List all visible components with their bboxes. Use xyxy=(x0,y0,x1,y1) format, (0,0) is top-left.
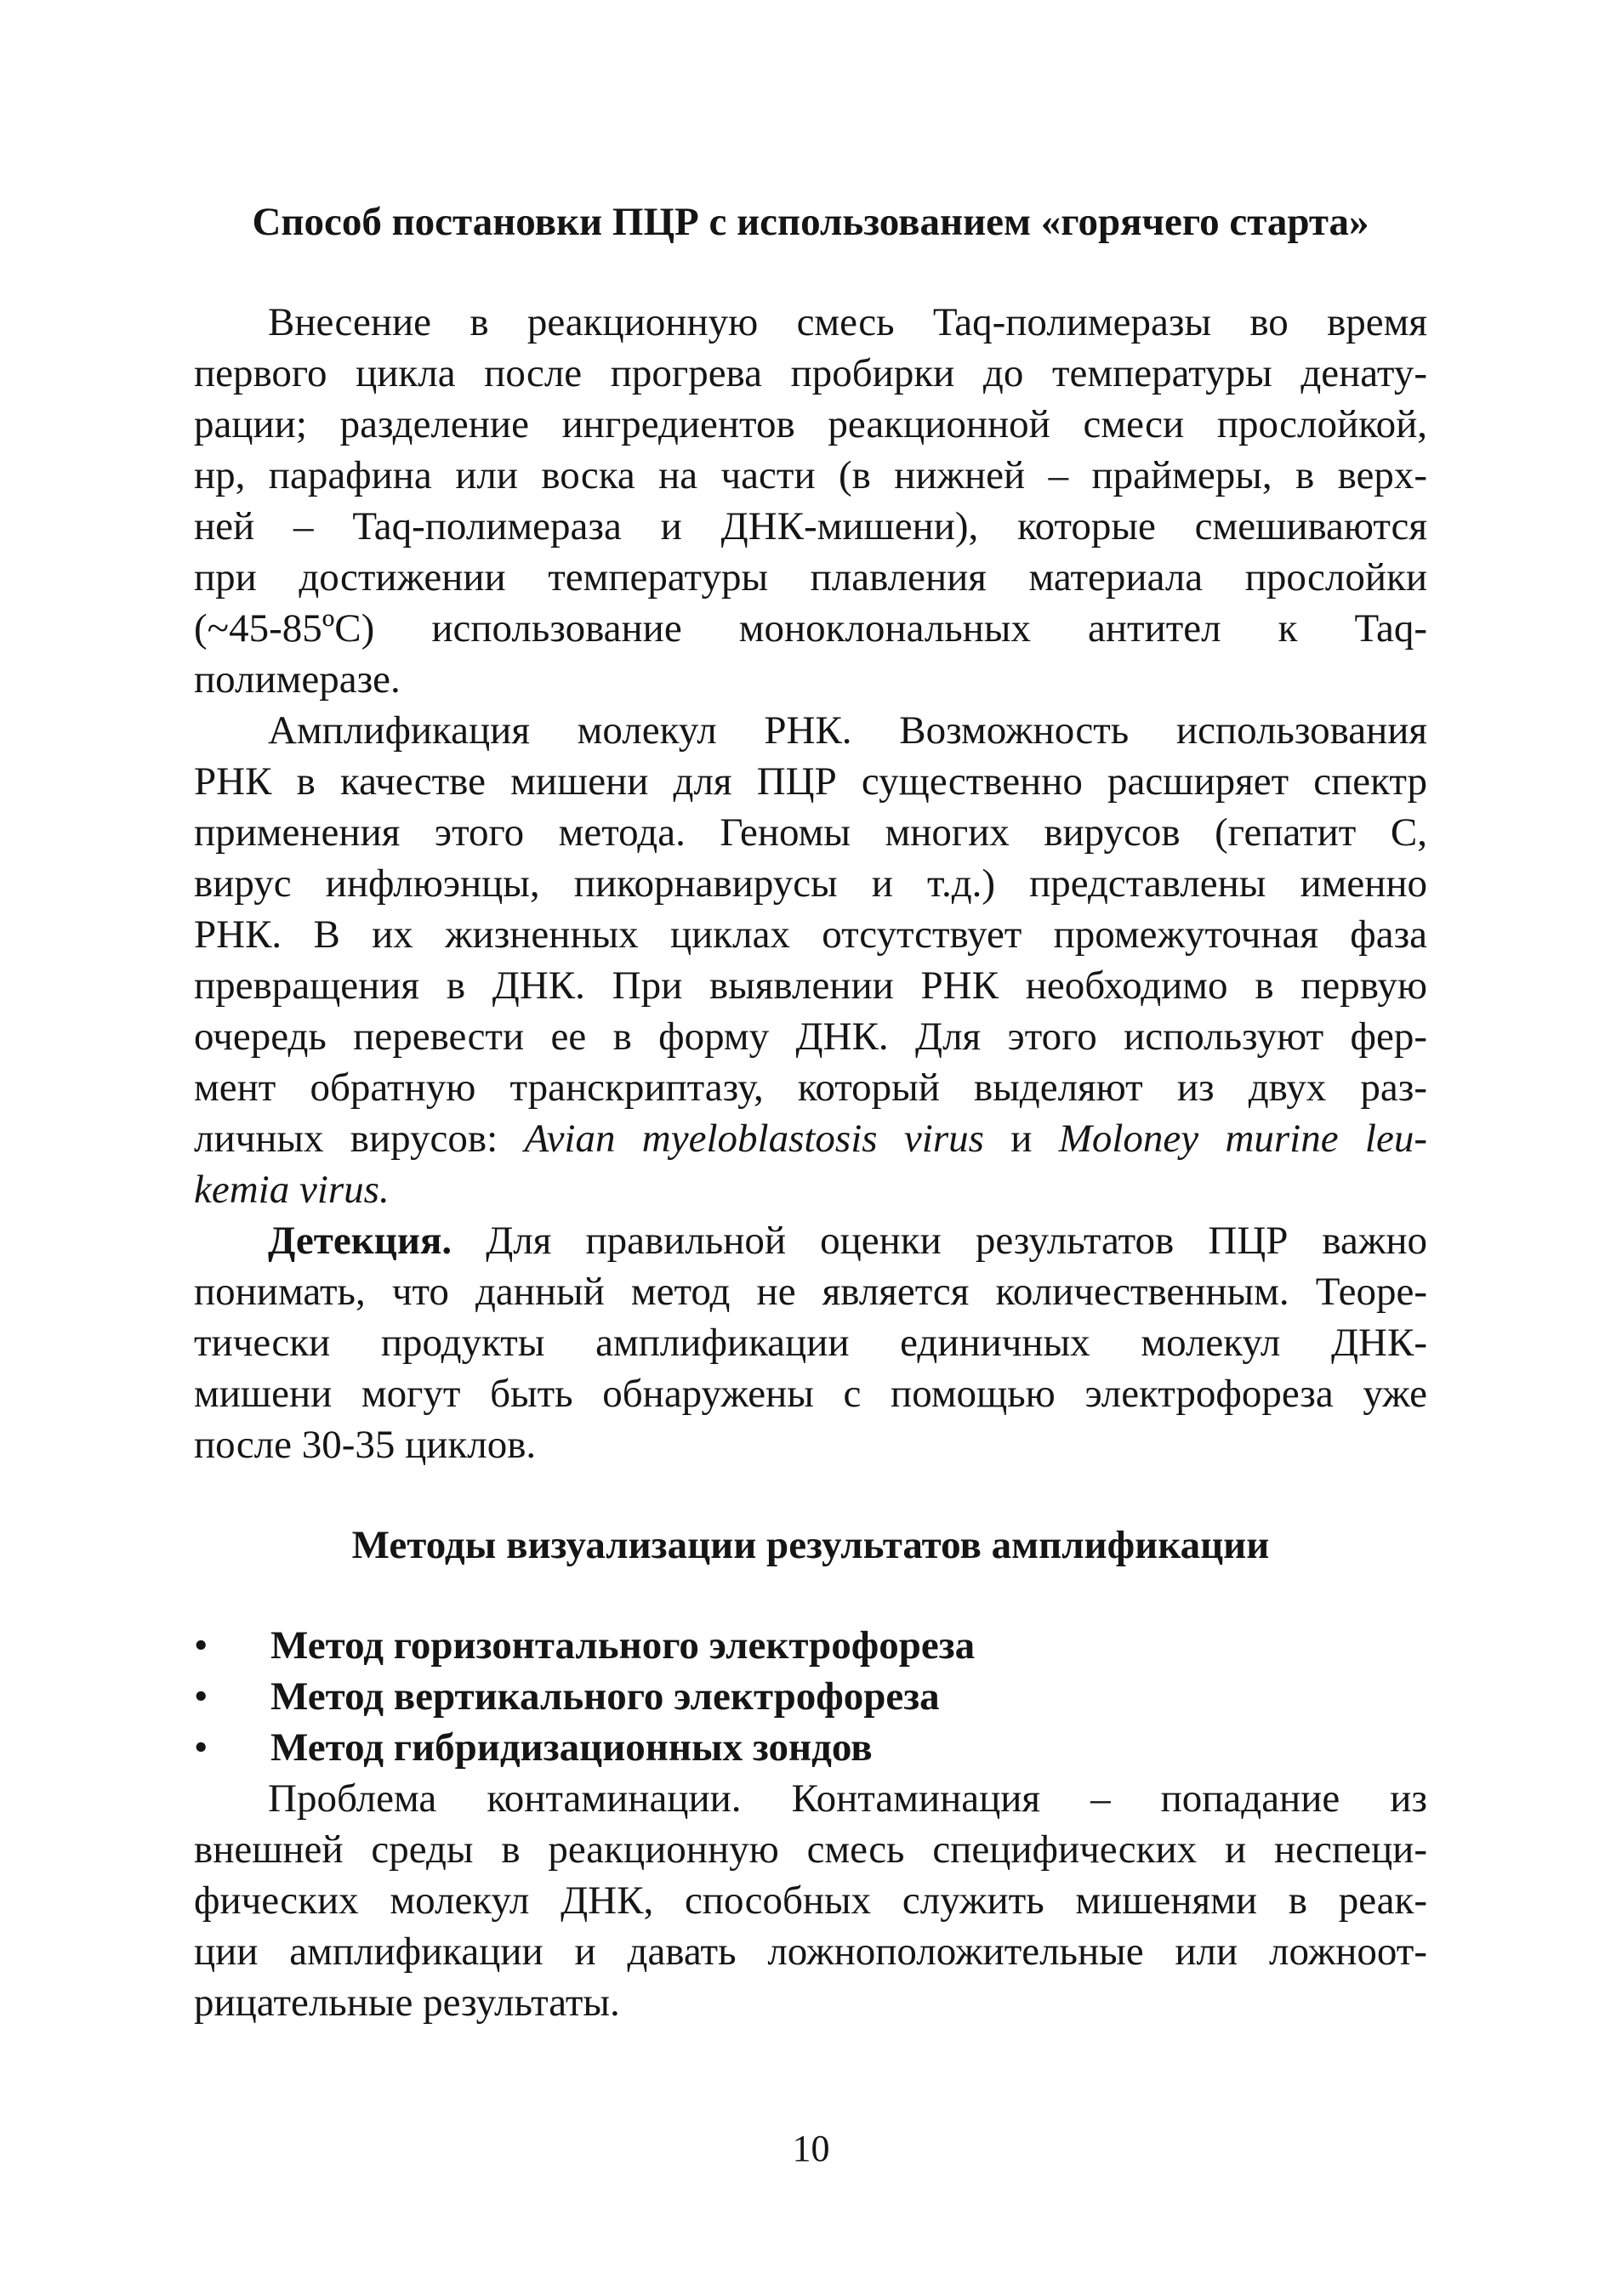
paragraph-line: фических молекул ДНК, способных служить мишенями в реак- xyxy=(194,1878,1427,1923)
detection-term: Детекция. xyxy=(268,1219,452,1263)
paragraph-line: Внесение в реакционную смесь Taq-полимеразы во время xyxy=(268,300,1427,344)
paragraph-text: Для правильной оценки результатов ПЦР важно xyxy=(452,1219,1427,1263)
bullet-icon: • xyxy=(194,1674,208,1719)
paragraph-line: Проблема контаминации. Контаминация – попадание из xyxy=(268,1776,1427,1821)
paragraph-line: мишени могут быть обнаружены с помощью электрофореза уже xyxy=(194,1372,1427,1416)
paragraph-line: ции амплификации и давать ложноположительные или ложноот- xyxy=(194,1929,1427,1974)
paragraph-line: вирус инфлюэнцы, пикорнавирусы и т.д.) представлены именно xyxy=(194,861,1427,906)
paragraph-line: мент обратную транскриптазу, который выделяют из двух раз- xyxy=(194,1066,1427,1110)
page-number: 10 xyxy=(792,2128,830,2169)
paragraph-line xyxy=(268,1216,1427,1265)
paragraph-line: первого цикла после прогрева пробирки до температуры денату- xyxy=(194,351,1427,395)
paragraph-line: нр, парафина или воска на части (в нижней – праймеры, в верх- xyxy=(194,453,1427,497)
paragraph-line: понимать, что данный метод не является количественным. Теоре- xyxy=(194,1270,1427,1314)
paragraph-line: рицательные результаты. xyxy=(194,1981,620,2025)
section-heading-visualization: Методы визуализации результатов амплификации xyxy=(351,1523,1270,1567)
paragraph-line: тически продукты амплификации единичных молекул ДНК- xyxy=(194,1321,1427,1365)
list-item: Метод вертикального электрофореза xyxy=(270,1674,940,1719)
paragraph-line: Амплификация молекул РНК. Возможность использования xyxy=(268,708,1427,753)
paragraph-line: kemia virus. xyxy=(194,1168,390,1212)
list-item: Метод гибридизационных зондов xyxy=(270,1725,873,1770)
bullet-icon: • xyxy=(194,1623,208,1668)
paragraph-text: и xyxy=(983,1117,1059,1161)
paragraph-line: рации; разделение ингредиентов реакционной смеси прослойкой, xyxy=(194,402,1427,446)
paragraph-line: ней – Taq-полимераза и ДНК-мишени), которые смешиваются xyxy=(194,504,1427,548)
paragraph-line: после 30-35 циклов. xyxy=(194,1423,537,1467)
paragraph-text: личных вирусов: xyxy=(194,1117,525,1161)
paragraph-line: (~45-85ºС) использование моноклональных антител к Taq- xyxy=(194,606,1427,651)
paragraph-line: внешней среды в реакционную смесь специфических и неспеци- xyxy=(194,1827,1427,1872)
paragraph-line: РНК в качестве мишени для ПЦР существенно расширяет спектр xyxy=(194,759,1427,804)
bullet-icon: • xyxy=(194,1725,208,1770)
list-item: Метод горизонтального электрофореза xyxy=(270,1623,976,1668)
paragraph-line xyxy=(194,1114,1427,1163)
section-heading-hot-start: Способ постановки ПЦР с использованием «горячего старта» xyxy=(252,200,1369,244)
paragraph-line: очередь перевести ее в форму ДНК. Для этого используют фер- xyxy=(194,1014,1427,1059)
paragraph-line: превращения в ДНК. При выявлении РНК необходимо в первую xyxy=(194,963,1427,1008)
paragraph-line: полимеразе. xyxy=(194,657,401,702)
paragraph-line: при достижении температуры плавления материала прослойки xyxy=(194,555,1427,600)
paragraph-line: применения этого метода. Геномы многих вирусов (гепатит С, xyxy=(194,810,1427,855)
paragraph-line: РНК. В их жизненных циклах отсутствует промежуточная фаза xyxy=(194,912,1427,957)
virus-name-avian: Avian myeloblastosis virus xyxy=(524,1117,984,1161)
virus-name-moloney: Moloney murine leu- xyxy=(1058,1117,1427,1161)
